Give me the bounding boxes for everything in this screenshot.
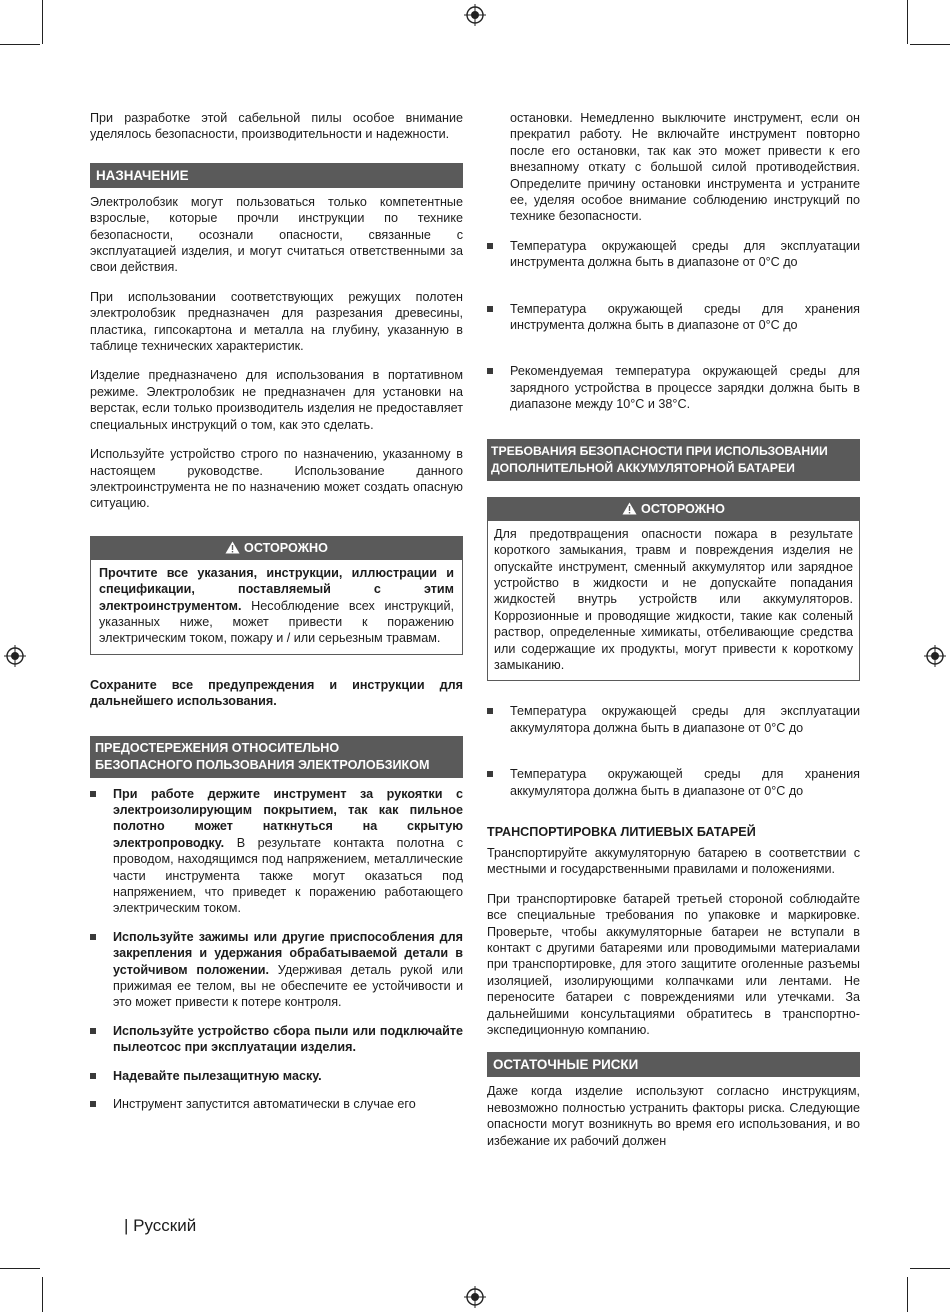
left-column — [90, 110, 463, 1124]
warning-body: Для предотвращения опасности пожара в результате короткого замыкания, травм и повреждения изделия не опускайте инструмент, сменный аккумулятор или зарядное устройство в жидкости и не допускайте попадания жидкостей внутрь устройств или аккумуляторов. Коррозионные и проводящие жидкости, такие как соленый раствор, определенные химикаты, отбеливающие средства или содержащие их продукты, могут привести к короткому замыканию. — [494, 526, 853, 672]
section-heading-residual-risks: ОСТАТОЧНЫЕ РИСКИ — [487, 1052, 860, 1077]
item-text: Удерживая деталь рукой или прижимая ее телом, вы не обеспечите ее устойчивости и это может привести к потере контроля. — [113, 962, 463, 1010]
bullet-square-icon — [487, 243, 493, 249]
crop-mark — [907, 1277, 908, 1312]
bullet-square-icon — [90, 1028, 96, 1034]
warning-box — [90, 536, 463, 655]
list-item — [90, 1023, 463, 1056]
transport-paragraph: Транспортируйте аккумуляторную батарею в соответствии с местными и государственными правилами и положениями. — [487, 845, 860, 877]
transport-paragraph: При транспортировке батарей третьей стороной соблюдайте все специальные требования по упаковке и маркировке. Проверьте, чтобы аккумуляторные батареи не вступали в контакт с другими батареями или проводимыми материалами при транспортировке, для этого защитите оголенные разъемы изоляцией, изолирующими колпачками или лентами. Не переносите батареи с повреждениями или утечками. За дальнейшими консультациями обратитесь в транспортно-экспедиционную компанию. — [487, 891, 860, 1038]
warning-box — [487, 497, 860, 682]
list-item — [90, 1068, 463, 1084]
continuation-paragraph: остановки. Немедленно выключите инструмент, если он прекратил работу. Не включайте инструмент повторно после его остановки, так как это может привести к его внезапному откату с большой силой противодействия. Определите причину остановки инструмента и устраните ее, уделяя особое внимание соблюдению инструкций по технике безопасности. — [510, 111, 860, 224]
item-text: Температура окружающей среды для эксплуатации аккумулятора должна быть в диапазоне от 0°C до — [510, 704, 860, 735]
crop-mark — [910, 1268, 950, 1269]
warning-bold-text: Прочтите все указания, инструкции, иллюстрации и спецификации, поставляемый с этим электроинструментом. — [99, 565, 454, 613]
bullet-square-icon — [90, 934, 96, 940]
section-heading-purpose: НАЗНАЧЕНИЕ — [90, 163, 463, 188]
purpose-paragraph: При использовании соответствующих режущих полотен электролобзик предназначен для разрезания древесины, пластика, гипсокартона и металла на глубину, указанную в таблице технических характеристик. — [90, 289, 463, 354]
item-bold-text: Надевайте пылезащитную маску. — [113, 1068, 322, 1083]
bullet-square-icon — [90, 791, 96, 797]
intro-paragraph: При разработке этой сабельной пилы особое внимание уделялось безопасности, производительности и надежности. — [90, 111, 463, 142]
residual-paragraph: Даже когда изделие используют согласно инструкциям, невозможно полностью устранить факторы риска. Следующие опасности могут возникнуть во время его использования, и во избежание их рабочий должен — [487, 1084, 860, 1148]
battery-temperature-list — [487, 703, 860, 799]
warning-triangle-icon — [225, 541, 240, 554]
purpose-paragraph: Электролобзик могут пользоваться только компетентные взрослые, которые прочли инструкции по технике безопасности, осознали опасности, связанные с эксплуатацией изделия, и могут считаться ответственными за свои действия. — [90, 194, 463, 275]
warning-triangle-icon — [622, 502, 637, 515]
list-item — [487, 766, 860, 799]
item-text: В результате контакта полотна с проводом, находящимся под напряжением, металлические части инструмента также могут оказаться под напряжением, что приведет к поражению работающего электрическим током. — [113, 835, 463, 916]
crop-mark — [0, 1268, 40, 1269]
warning-title: ОСТОРОЖНО — [244, 540, 328, 555]
item-text: Температура окружающей среды для эксплуатации инструмента должна быть в диапазоне от 0°C до — [510, 238, 860, 270]
item-bold-text: При работе держите инструмент за рукоятки с электроизолирующим покрытием, так как пильное полотно может наткнуться на скрытую электропроводку. — [113, 786, 463, 850]
registration-mark-icon — [4, 645, 26, 667]
list-item — [487, 301, 860, 334]
item-text: Температура окружающей среды для хранения аккумулятора должна быть в диапазоне от 0°C до — [510, 767, 860, 798]
list-item — [90, 1096, 463, 1112]
warning-title: ОСТОРОЖНО — [641, 501, 725, 516]
item-bold-text: Используйте зажимы или другие приспособления для закрепления и удержания обрабатываемой детали в устойчивом положении. — [113, 929, 463, 977]
right-column — [487, 110, 860, 1162]
crop-mark — [42, 1277, 43, 1312]
purpose-paragraph: Изделие предназначено для использования в портативном режиме. Электролобзик не предназначен для установки на верстак, если только производитель изделия не предоставляет специальных инструкций о том, как это сделать. — [90, 368, 463, 432]
heading-line: ДОПОЛНИТЕЛЬНОЙ АККУМУЛЯТОРНОЙ БАТАРЕИ — [491, 460, 795, 475]
item-text: Рекомендуемая температура окружающей среды для зарядного устройства в процессе зарядки должна быть в диапазоне между 10°C и 38°C. — [510, 364, 860, 412]
save-note: Сохраните все предупреждения и инструкции для дальнейшего использования. — [90, 677, 463, 709]
bullet-square-icon — [487, 368, 493, 374]
warning-header — [91, 537, 462, 560]
page-language-label: | Русский — [124, 1216, 197, 1235]
crop-mark — [907, 0, 908, 44]
heading-line: ПРЕДОСТЕРЕЖЕНИЯ ОТНОСИТЕЛЬНО — [95, 740, 340, 755]
list-item — [487, 703, 860, 736]
heading-line: ТРЕБОВАНИЯ БЕЗОПАСНОСТИ ПРИ ИСПОЛЬЗОВАНИИ — [491, 443, 828, 458]
registration-mark-icon — [464, 1286, 486, 1308]
bullet-square-icon — [90, 1101, 96, 1107]
bullet-square-icon — [487, 771, 493, 777]
registration-mark-icon — [464, 4, 486, 26]
purpose-paragraph: Используйте устройство строго по назначению, указанному в настоящем руководстве. Использование данного электроинструмента не по назначению может создать опасную ситуацию. — [90, 447, 463, 511]
section-heading-safety — [90, 736, 463, 778]
list-item — [487, 238, 860, 271]
warning-header — [488, 498, 859, 521]
crop-mark — [910, 44, 950, 45]
temperature-list — [487, 238, 860, 413]
transport-heading: ТРАНСПОРТИРОВКА ЛИТИЕВЫХ БАТАРЕЙ — [487, 824, 756, 839]
warning-text: Несоблюдение всех инструкций, указанных ниже, может привести к поражению электрическим током, пожару и / или серьезным травмам. — [99, 598, 454, 646]
item-text: Инструмент запустится автоматически в случае его — [113, 1097, 416, 1112]
safety-list — [90, 786, 463, 1113]
crop-mark — [42, 0, 43, 44]
bullet-square-icon — [487, 306, 493, 312]
warning-body — [91, 560, 462, 654]
heading-line: БЕЗОПАСНОГО ПОЛЬЗОВАНИЯ ЭЛЕКТРОЛОБЗИКОМ — [95, 757, 430, 772]
registration-mark-icon — [924, 645, 946, 667]
section-heading-battery — [487, 439, 860, 481]
crop-mark — [0, 44, 40, 45]
list-item — [90, 929, 463, 1011]
list-item — [90, 786, 463, 917]
bullet-square-icon — [487, 708, 493, 714]
list-item — [487, 363, 860, 412]
item-text: Температура окружающей среды для хранения инструмента должна быть в диапазоне от 0°C до — [510, 301, 860, 333]
bullet-square-icon — [90, 1073, 96, 1079]
item-bold-text: Используйте устройство сбора пыли или подключайте пылеотсос при эксплуатации изделия. — [113, 1023, 463, 1055]
